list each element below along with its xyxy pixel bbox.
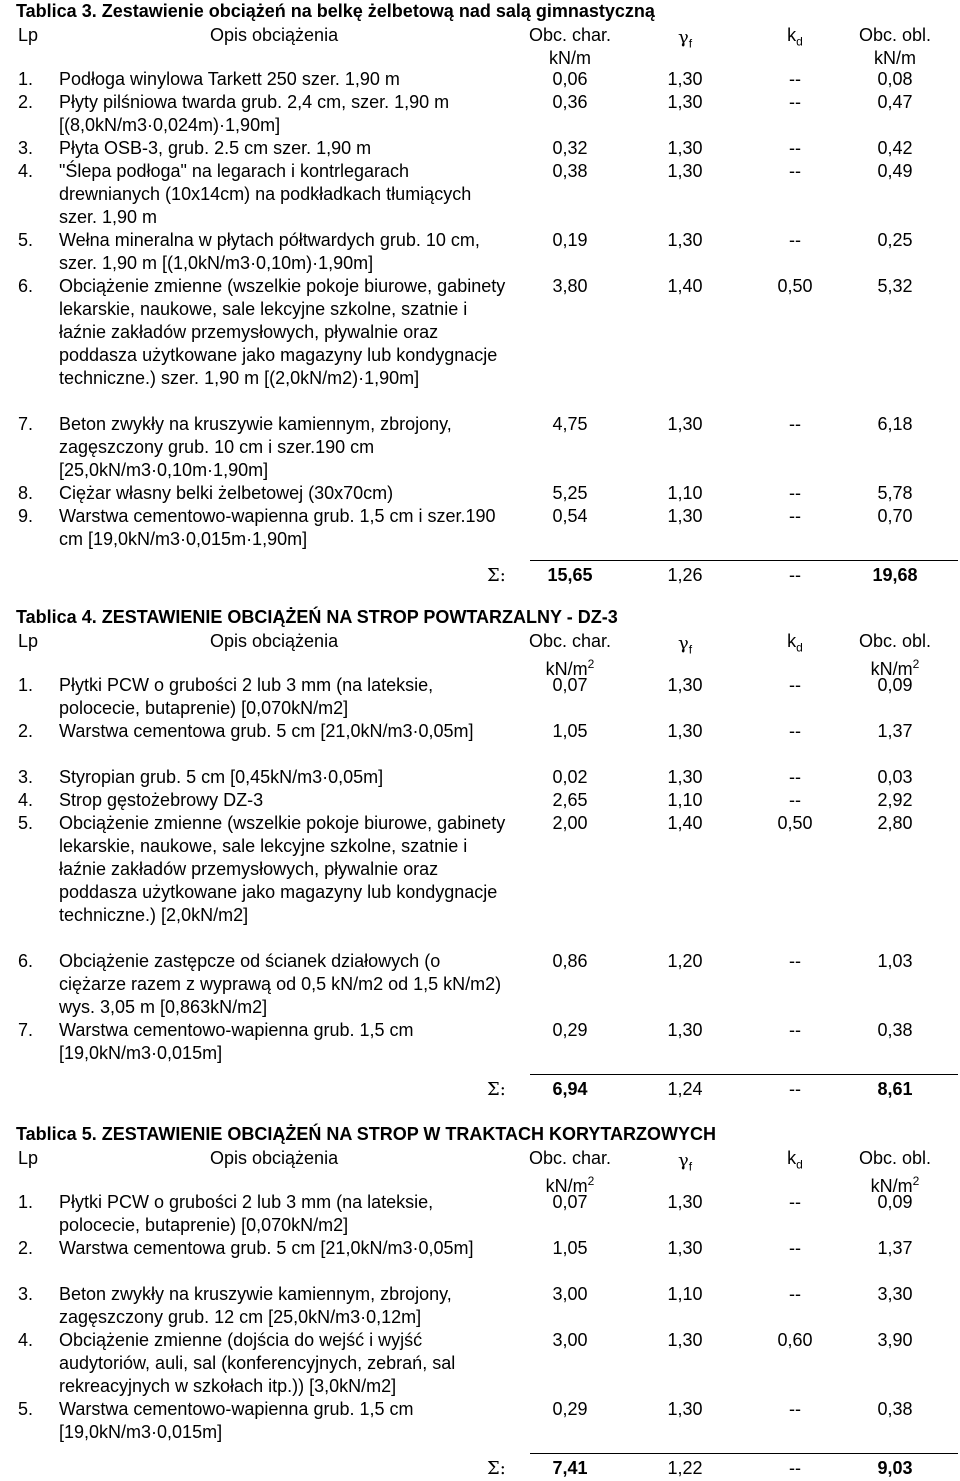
row-number: 4. [18, 161, 34, 181]
row-number: 3. [18, 1284, 34, 1304]
row-gamma-f: 1,30 [667, 230, 703, 250]
header-description: Opis obciążenia [210, 1148, 339, 1168]
row-number: 6. [18, 951, 34, 971]
row-gamma-f: 1,30 [667, 92, 703, 112]
row-gamma-f: 1,30 [667, 675, 703, 695]
row-design-load: 0,47 [877, 92, 913, 112]
sum-kd: -- [789, 565, 801, 585]
table-row [0, 1398, 960, 1444]
header-lp: Lp [18, 25, 39, 45]
header-lp: Lp [18, 631, 39, 651]
unit-superscript: 2 [587, 1174, 595, 1188]
row-kd: -- [789, 1238, 801, 1258]
header-char-label: Obc. char. [528, 25, 612, 45]
gamma-symbol: γ [677, 1150, 689, 1171]
row-design-load: 0,08 [877, 69, 913, 89]
row-number: 9. [18, 506, 34, 526]
row-design-load: 0,09 [877, 1192, 913, 1212]
row-char-load: 3,00 [552, 1330, 588, 1350]
table-row [0, 413, 960, 482]
row-description: Obciążenie zastępcze od ścianek działowych (o ciężarze razem z wyprawą od 0,5 kN/m2 od 1,5 kN/m2) wys. 3,05 m [0,863kN/m2] [59, 951, 502, 1017]
row-design-load: 0,09 [877, 675, 913, 695]
row-number: 2. [18, 1238, 34, 1258]
row-kd: -- [789, 414, 801, 434]
row-description: "Ślepa podłoga" na legarach i kontrlegarach drewnianych (10x14cm) na podkładkach tłumiących szer. 1,90 m [59, 161, 472, 227]
row-description: Warstwa cementowo-wapienna grub. 1,5 cm [19,0kN/m3·0,015m] [59, 1399, 414, 1442]
row-number: 1. [18, 1192, 34, 1212]
header-kd [755, 630, 835, 660]
table-row [0, 1237, 960, 1283]
row-kd: -- [789, 161, 801, 181]
row-char-load: 3,80 [552, 276, 588, 296]
row-design-load: 0,70 [877, 506, 913, 526]
row-design-load: 3,90 [877, 1330, 913, 1350]
sum-design-load: 19,68 [872, 565, 918, 585]
row-description: Płyta OSB-3, grub. 2.5 cm szer. 1,90 m [59, 138, 372, 158]
row-description: Strop gęstożebrowy DZ-3 [59, 790, 264, 810]
row-description: Styropian grub. 5 cm [0,45kN/m3·0,05m] [59, 767, 384, 787]
sum-gamma-f: 1,22 [667, 1458, 703, 1478]
row-kd: -- [789, 483, 801, 503]
sum-char-load: 15,65 [547, 565, 593, 585]
row-description: Beton zwykły na kruszywie kamiennym, zbrojony, zagęszczony grub. 10 cm i szer.190 cm [25,0kN/m3·0,10m·1,90m] [59, 414, 452, 480]
table-row [0, 1329, 960, 1398]
row-gamma-f: 1,30 [667, 161, 703, 181]
kd-symbol: k [787, 1148, 797, 1168]
unit-text: kN/m [545, 1176, 588, 1196]
kd-subscript: d [796, 640, 803, 655]
row-gamma-f: 1,40 [667, 813, 703, 833]
sum-kd: -- [789, 1458, 801, 1478]
table-row [0, 674, 960, 720]
unit-text: kN/m [545, 659, 588, 679]
sum-gamma-f: 1,24 [667, 1079, 703, 1099]
table-title: Tablica 3. Zestawienie obciążeń na belkę żelbetową nad salą gimnastyczną [16, 1, 655, 21]
table-row [0, 1019, 960, 1065]
header-gamma-f [635, 26, 735, 56]
row-gamma-f: 1,30 [667, 414, 703, 434]
sum-divider [530, 1074, 958, 1075]
row-design-load: 6,18 [877, 414, 913, 434]
gamma-subscript: f [688, 642, 693, 657]
gamma-symbol: γ [677, 27, 689, 48]
header-description: Opis obciążenia [210, 25, 339, 45]
row-kd: -- [789, 721, 801, 741]
row-kd: -- [789, 138, 801, 158]
row-design-load: 2,80 [877, 813, 913, 833]
row-description: Płytki PCW o grubości 2 lub 3 mm (na lateksie, polocecie, butaprenie) [0,070kN/m2] [59, 1192, 434, 1235]
row-number: 5. [18, 813, 34, 833]
sum-divider [530, 560, 958, 561]
kd-subscript: d [796, 34, 803, 49]
row-description: Warstwa cementowa grub. 5 cm [21,0kN/m3·0,05m] [59, 1238, 474, 1258]
row-char-load: 0,02 [552, 767, 588, 787]
table-row [0, 766, 960, 789]
unit-superscript: 2 [912, 1174, 920, 1188]
row-kd: -- [789, 767, 801, 787]
row-design-load: 5,78 [877, 483, 913, 503]
row-description: Warstwa cementowa grub. 5 cm [21,0kN/m3·0,05m] [59, 721, 474, 741]
table-row [0, 160, 960, 229]
row-char-load: 5,25 [552, 483, 588, 503]
unit-superscript: 2 [912, 657, 920, 671]
row-kd: 0,50 [777, 276, 813, 296]
row-char-load: 0,32 [552, 138, 588, 158]
row-description: Warstwa cementowo-wapienna grub. 1,5 cm i szer.190 cm [19,0kN/m3·0,015m·1,90m] [59, 506, 496, 549]
row-number: 6. [18, 276, 34, 296]
row-char-load: 4,75 [552, 414, 588, 434]
row-design-load: 1,37 [877, 1238, 913, 1258]
sum-row [0, 1078, 960, 1102]
row-description: Warstwa cementowo-wapienna grub. 1,5 cm [19,0kN/m3·0,015m] [59, 1020, 414, 1063]
row-design-load: 0,38 [877, 1020, 913, 1040]
row-number: 7. [18, 1020, 34, 1040]
sigma-label: Σ: [487, 565, 506, 586]
kd-symbol: k [787, 25, 797, 45]
sigma-label: Σ: [487, 1079, 506, 1100]
row-description: Wełna mineralna w płytach półtwardych grub. 10 cm, szer. 1,90 m [(1,0kN/m3·0,10m)·1,90m] [59, 230, 480, 273]
table-row [0, 482, 960, 505]
row-number: 1. [18, 675, 34, 695]
table-row [0, 789, 960, 812]
table-row [0, 505, 960, 551]
row-description: Płyty pilśniowa twarda grub. 2,4 cm, szer. 1,90 m [(8,0kN/m3·0,024m)·1,90m] [59, 92, 450, 135]
unit-text: kN/m [874, 48, 916, 68]
sum-char-load: 6,94 [552, 1079, 588, 1099]
row-char-load: 0,29 [552, 1399, 588, 1419]
row-kd: -- [789, 1192, 801, 1212]
row-kd: -- [789, 675, 801, 695]
header-char-load [515, 24, 625, 70]
row-char-load: 0,86 [552, 951, 588, 971]
table-row [0, 229, 960, 275]
table-row [0, 91, 960, 137]
row-number: 3. [18, 138, 34, 158]
header-char-unit [515, 47, 625, 70]
row-gamma-f: 1,30 [667, 1192, 703, 1212]
sum-gamma-f: 1,26 [667, 565, 703, 585]
sum-divider [530, 1453, 958, 1454]
row-description: Podłoga winylowa Tarkett 250 szer. 1,90 m [59, 69, 400, 89]
row-kd: -- [789, 230, 801, 250]
row-design-load: 1,03 [877, 951, 913, 971]
row-gamma-f: 1,10 [667, 1284, 703, 1304]
row-number: 4. [18, 790, 34, 810]
table-title: Tablica 5. ZESTAWIENIE OBCIĄŻEŃ NA STROP W TRAKTACH KORYTARZOWYCH [16, 1124, 717, 1144]
row-gamma-f: 1,20 [667, 951, 703, 971]
row-design-load: 5,32 [877, 276, 913, 296]
row-number: 2. [18, 92, 34, 112]
gamma-subscript: f [688, 1159, 693, 1174]
row-char-load: 0,19 [552, 230, 588, 250]
sum-design-load: 9,03 [877, 1458, 913, 1478]
row-description: Obciążenie zmienne (wszelkie pokoje biurowe, gabinety lekarskie, naukowe, sale lekcyjne szkolne, szatnie i łaźnie zakładów przemysłowych, pływalnie oraz poddasza użytkowane jako magazyny lub kondygnacje techniczne.) szer. 1,90 m [(2,0kN/m2)·1,90m] [59, 276, 506, 388]
row-kd: 0,60 [777, 1330, 813, 1350]
unit-text: kN/m [870, 1176, 913, 1196]
header-obl-label: Obc. obl. [858, 25, 932, 45]
row-char-load: 2,65 [552, 790, 588, 810]
row-description: Płytki PCW o grubości 2 lub 3 mm (na lateksie, polocecie, butaprenie) [0,070kN/m2] [59, 675, 434, 718]
row-char-load: 0,07 [552, 1192, 588, 1212]
sum-row [0, 1457, 960, 1481]
header-obl-unit [835, 47, 955, 70]
table-row [0, 137, 960, 160]
gamma-symbol: γ [677, 633, 689, 654]
header-kd [755, 1147, 835, 1177]
row-kd: -- [789, 1399, 801, 1419]
table-row [0, 275, 960, 413]
header-obl-label: Obc. obl. [858, 1148, 932, 1168]
row-number: 7. [18, 414, 34, 434]
row-design-load: 0,25 [877, 230, 913, 250]
row-design-load: 0,38 [877, 1399, 913, 1419]
row-description: Obciążenie zmienne (dojścia do wejść i wyjść audytoriów, auli, sal (konferencyjnych, zebrań, sal rekreacyjnych w szkołach itp.)) [3,0kN/m2] [59, 1330, 456, 1396]
row-gamma-f: 1,30 [667, 1238, 703, 1258]
gamma-subscript: f [688, 36, 693, 51]
sum-design-load: 8,61 [877, 1079, 913, 1099]
row-design-load: 3,30 [877, 1284, 913, 1304]
row-design-load: 2,92 [877, 790, 913, 810]
row-description: Ciężar własny belki żelbetowej (30x70cm) [59, 483, 394, 503]
row-number: 4. [18, 1330, 34, 1350]
row-design-load: 0,42 [877, 138, 913, 158]
row-number: 8. [18, 483, 34, 503]
header-kd [755, 24, 835, 54]
sigma-label: Σ: [487, 1458, 506, 1479]
table-row [0, 812, 960, 950]
table-title: Tablica 4. ZESTAWIENIE OBCIĄŻEŃ NA STROP POWTARZALNY - DZ-3 [16, 607, 618, 627]
row-char-load: 1,05 [552, 1238, 588, 1258]
row-gamma-f: 1,30 [667, 69, 703, 89]
sum-row [0, 564, 960, 588]
row-char-load: 0,54 [552, 506, 588, 526]
row-description: Beton zwykły na kruszywie kamiennym, zbrojony, zagęszczony grub. 12 cm [25,0kN/m3·0,12m] [59, 1284, 452, 1327]
row-kd: -- [789, 1020, 801, 1040]
header-gamma-f [635, 1149, 735, 1179]
row-kd: -- [789, 951, 801, 971]
unit-text: kN/m [870, 659, 913, 679]
row-number: 5. [18, 230, 34, 250]
row-kd: -- [789, 1284, 801, 1304]
row-char-load: 1,05 [552, 721, 588, 741]
row-kd: -- [789, 69, 801, 89]
row-gamma-f: 1,10 [667, 483, 703, 503]
row-kd: -- [789, 506, 801, 526]
row-number: 2. [18, 721, 34, 741]
row-number: 3. [18, 767, 34, 787]
table-row [0, 68, 960, 91]
header-description: Opis obciążenia [210, 631, 339, 651]
row-kd: -- [789, 790, 801, 810]
table-row [0, 1191, 960, 1237]
header-design-load [835, 24, 955, 70]
row-gamma-f: 1,30 [667, 721, 703, 741]
row-kd: 0,50 [777, 813, 813, 833]
row-design-load: 0,49 [877, 161, 913, 181]
row-description: Obciążenie zmienne (wszelkie pokoje biurowe, gabinety lekarskie, naukowe, sale lekcyjne szkolne, szatnie i łaźnie zakładów przemysłowych, pływalnie oraz poddasza użytkowane jako magazyny lub kondygnacje techniczne.) [2,0kN/m2] [59, 813, 506, 925]
header-char-label: Obc. char. [528, 631, 612, 651]
row-char-load: 3,00 [552, 1284, 588, 1304]
row-gamma-f: 1,30 [667, 138, 703, 158]
table-row [0, 720, 960, 766]
row-char-load: 0,36 [552, 92, 588, 112]
row-number: 1. [18, 69, 34, 89]
table-row [0, 950, 960, 1019]
sum-kd: -- [789, 1079, 801, 1099]
row-design-load: 1,37 [877, 721, 913, 741]
row-gamma-f: 1,30 [667, 1399, 703, 1419]
sum-char-load: 7,41 [552, 1458, 588, 1478]
row-char-load: 0,29 [552, 1020, 588, 1040]
row-gamma-f: 1,30 [667, 1330, 703, 1350]
row-char-load: 0,38 [552, 161, 588, 181]
header-obl-label: Obc. obl. [858, 631, 932, 651]
row-number: 5. [18, 1399, 34, 1419]
row-gamma-f: 1,40 [667, 276, 703, 296]
row-design-load: 0,03 [877, 767, 913, 787]
row-gamma-f: 1,30 [667, 1020, 703, 1040]
unit-text: kN/m [549, 48, 591, 68]
row-kd: -- [789, 92, 801, 112]
row-gamma-f: 1,30 [667, 506, 703, 526]
row-gamma-f: 1,10 [667, 790, 703, 810]
table-row [0, 1283, 960, 1329]
header-gamma-f [635, 632, 735, 662]
row-char-load: 0,06 [552, 69, 588, 89]
row-char-load: 0,07 [552, 675, 588, 695]
unit-superscript: 2 [587, 657, 595, 671]
kd-symbol: k [787, 631, 797, 651]
row-gamma-f: 1,30 [667, 767, 703, 787]
header-char-label: Obc. char. [528, 1148, 612, 1168]
row-char-load: 2,00 [552, 813, 588, 833]
header-lp: Lp [18, 1148, 39, 1168]
kd-subscript: d [796, 1157, 803, 1172]
